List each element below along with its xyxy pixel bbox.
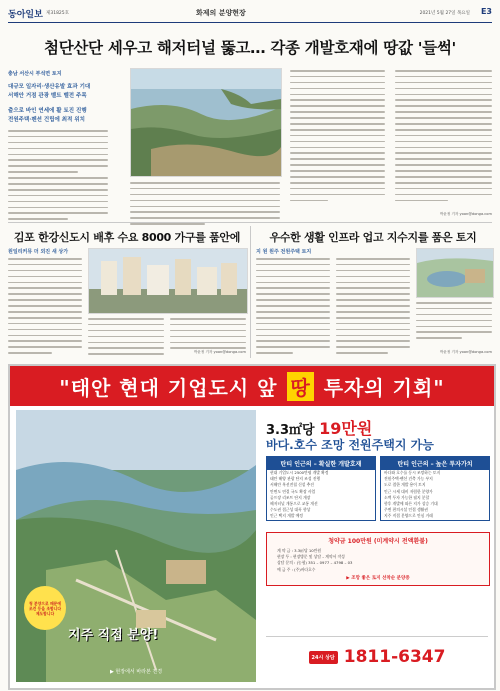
list-item: 현장 투 : 현장방문 및 상담 – 계약서 작성 <box>277 554 345 560</box>
ad-owner-sale-badge: 지주 직접 분양! <box>68 628 159 643</box>
ad-hotline-label: 24시 상담 <box>309 651 338 664</box>
ad-box-development-title: 탄티 인근의 – 확실한 개발호재 <box>267 457 375 470</box>
article1-body-col4 <box>395 70 492 205</box>
main-headline: 첨단산단 세우고 해저터널 뚫고… 각종 개발호재에 땅값 '들썩' <box>44 39 456 57</box>
ad-side-badge <box>24 586 66 630</box>
ad-banner-text: "태안 현대 기업도시 앞 땅 투자의 기회" <box>59 372 444 401</box>
article3-tag: 지 원 원주 전원주택 토지 <box>256 249 312 255</box>
article3-byline: 박윤정 기자 yoon@donga.com <box>439 350 492 354</box>
column-divider <box>250 226 251 358</box>
list-item: 수도권 접근성 대폭 향상 <box>270 507 311 513</box>
list-item: 인근 택지 개발 예정 <box>270 513 303 519</box>
article2-photo <box>88 248 248 314</box>
article3-body-col3 <box>416 302 492 343</box>
ad-box-development <box>266 456 376 521</box>
article2-body-col3 <box>170 318 246 353</box>
article1-byline: 박윤정 기자 yoon@donga.com <box>439 212 492 216</box>
list-item: 예 금 주 : (주)바다호수 <box>277 566 316 572</box>
article1-tag: 충남 서산시 부석면 토지 <box>8 71 62 77</box>
list-item: 계 약 금 : 3.3㎡당 10만원 <box>277 548 321 553</box>
page-number: E3 <box>480 7 492 16</box>
ad-box-investment-title: 탄티 인근의 – 높은 투자가치 <box>381 457 489 470</box>
article2-headline: 김포 한강신도시 배후 수요 8000 가구를 품안에 <box>13 231 241 244</box>
list-item: 향후 개발에 따른 지가 상승 기대 <box>384 501 438 507</box>
ad-hotline-number[interactable]: 1811-6347 <box>343 647 446 667</box>
list-item: 바다와 호수를 동시 조망하는 토지 <box>384 470 441 475</box>
land-highlight: 땅 <box>287 372 313 401</box>
section-title: 화제의 분양현장 <box>196 9 246 17</box>
list-item: 소액 투자 가능한 필지 분할 <box>384 494 430 500</box>
article2-body-col1 <box>8 258 82 358</box>
newspaper-logo: 동아일보 <box>8 10 43 20</box>
list-item: 골프장 리조트 단지 개장 <box>270 494 311 500</box>
advertisement <box>8 364 496 690</box>
article2-tag: 원일리커뮤 더 외진 새 상가 <box>8 249 69 255</box>
ad-bottom-note: ▶ 조망 좋은 토지 선착순 분양중 <box>346 575 410 581</box>
coastal-aerial-image <box>131 69 281 176</box>
list-item: 서해안 복선전철 신설 추진 <box>270 482 314 488</box>
publication-date: 2021년 5월 27일 목요일 <box>419 11 470 16</box>
masthead <box>8 6 492 23</box>
list-item: 주변 편의시설 인접 생활권 <box>384 507 428 513</box>
subhead-1: 대규모 일자리·생산유발 효과 기대 <box>8 84 91 90</box>
subhead-3: 출으로 바인 연세에 활 토진 진행 <box>8 108 87 114</box>
ad-photo-caption: ▶ 현장에서 바라본 전경 <box>110 669 163 675</box>
article1-body-col3 <box>290 70 385 205</box>
ad-price-line: 3.3㎡당 19만원 <box>266 419 373 438</box>
article2-byline: 박윤정 기자 yoon@donga.com <box>193 350 246 354</box>
reservoir-land-image <box>417 249 493 297</box>
apartment-complex-image <box>89 249 247 313</box>
article1-body-col1 <box>8 130 108 224</box>
article1-photo <box>130 68 282 177</box>
article3-headline: 우수한 생활 인프라 업고 지수지를 품은 토지 <box>269 231 477 244</box>
subhead-4: 전원주택·펜션 건립에 최적 위치 <box>8 117 85 123</box>
ad-box-investment <box>380 456 490 521</box>
list-item: 안면도 연결 국도 확장 사업 <box>270 488 316 494</box>
list-item: 지주 직접 분양으로 안심 거래 <box>384 513 433 519</box>
ad-price-value: 19만원 <box>319 419 373 438</box>
ad-contract-title: 청약금 100만원 (미계약시 전액환불) <box>328 538 428 545</box>
ad-banner <box>10 366 494 406</box>
list-item: 상담 문의 : (농협) 351 – 0977 – 4798 – 03 <box>277 560 353 566</box>
ad-price-sub: 바다.호수 조망 전원주택지 가능 <box>266 438 434 452</box>
ad-contract-box <box>266 532 490 586</box>
list-item: 해저터널 개통으로 교통 개선 <box>270 501 318 507</box>
list-item: 인근 시세 대비 저렴한 분양가 <box>384 488 433 494</box>
list-item: 전원주택·펜션 건축 가능 부지 <box>384 476 433 482</box>
article3-body-col1 <box>256 258 330 358</box>
list-item: 태안 해양 관광 단지 조성 진행 <box>270 476 321 482</box>
divider <box>8 222 492 223</box>
article3-photo <box>416 248 494 298</box>
edition-number: 제31825호 <box>46 11 70 16</box>
list-item: 현대 기업도시 2500만평 개발 확정 <box>270 470 329 475</box>
ad-side-badge-text: 청 분양으로 때문에 조건 등을 조합니다 제도합니다 <box>29 600 61 616</box>
subhead-2: 서해안 거점 관광 벨트 벨전 주목 <box>8 93 87 99</box>
ad-hotline <box>266 636 488 677</box>
article3-body-col2 <box>336 258 410 358</box>
list-item: 도로 접한 개발 용이 토지 <box>384 482 426 488</box>
